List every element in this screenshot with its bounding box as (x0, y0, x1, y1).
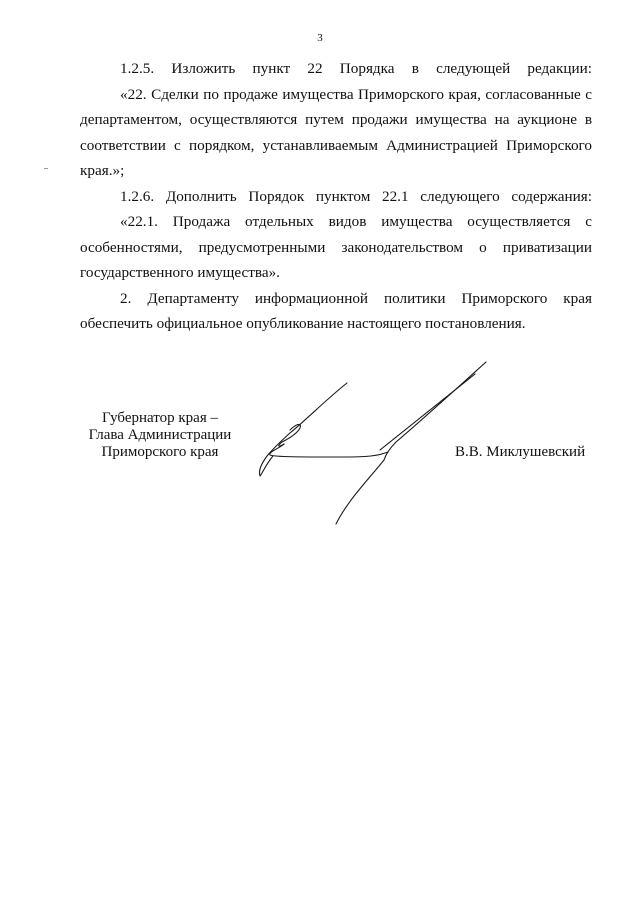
signatory-line-2: Глава Администрации (88, 427, 232, 443)
paragraph-1-2-5: 1.2.5. Изложить пункт 22 Порядка в следующей редакции: (120, 60, 592, 77)
paragraph-22: «22. Сделки по продаже имущества Приморского края, согласованные с департаментом, осуществляются путем продажи имущества на аукционе в соответствии с порядком, устанавливаемым Администрацией Приморского края.»; (80, 85, 592, 179)
paragraph-22-1: «22.1. Продажа отдельных видов имущества осуществляется с особенностями, предусмотренными законодательством о приватизации государственного имущества». (80, 213, 592, 281)
page-number: 3 (317, 32, 323, 44)
signatory-line-3: Приморского края (101, 444, 219, 460)
paragraph-2: 2. Департаменту информационной политики Приморского края обеспечить официальное опубликование настоящего постановления. (80, 289, 592, 332)
document-body (80, 56, 592, 337)
signer-name: В.В. Миклушевский (455, 444, 586, 460)
paragraph-1-2-6: 1.2.6. Дополнить Порядок пунктом 22.1 следующего содержания: (120, 187, 592, 205)
signatory-position (80, 410, 240, 461)
signatory-line-1: Губернатор края – (102, 410, 218, 426)
margin-mark (44, 168, 48, 169)
